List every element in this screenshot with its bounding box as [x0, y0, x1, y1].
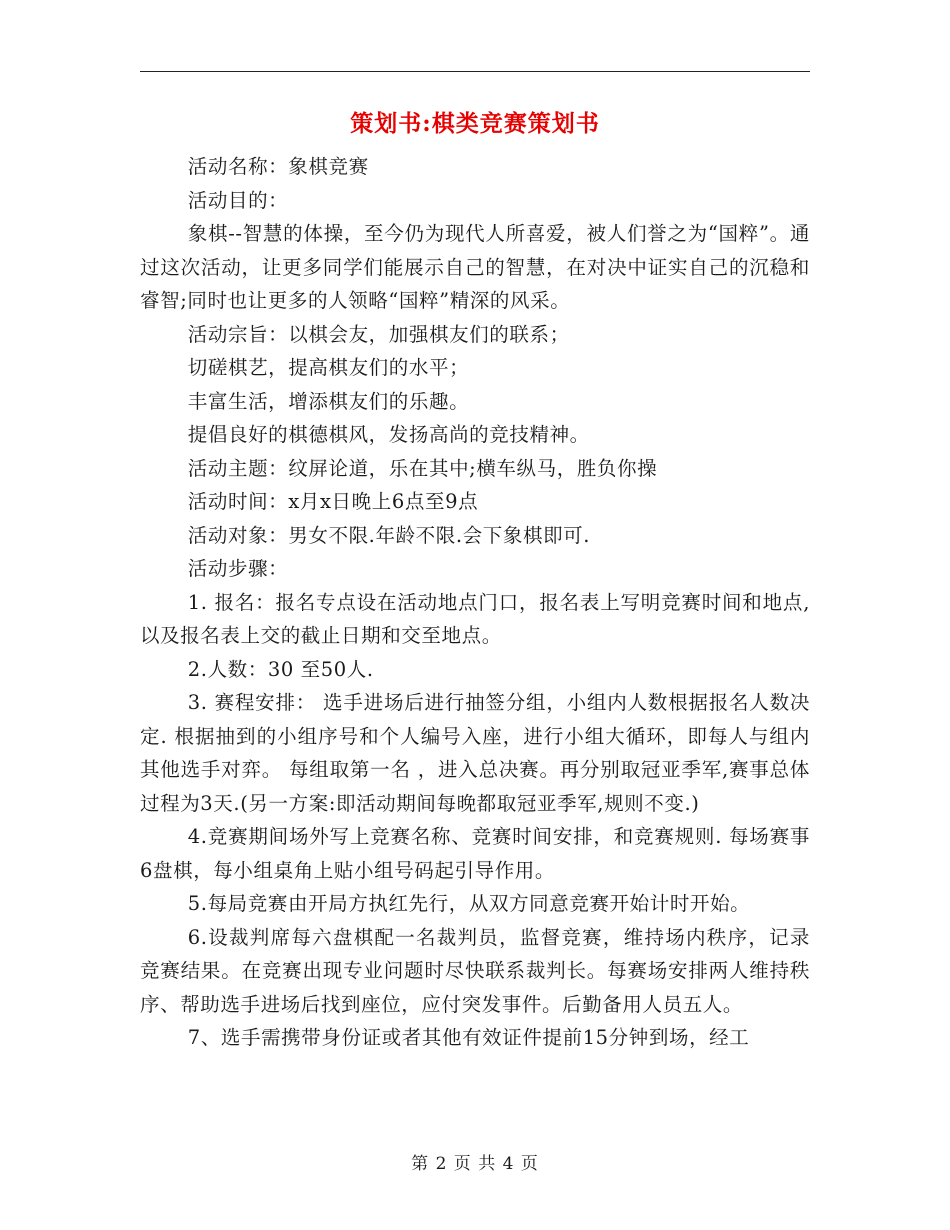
paragraph: 5.每局竞赛由开局方执红先行，从双方同意竞赛开始计时开始。	[187, 892, 751, 915]
paragraph: 活动目的：	[187, 188, 289, 212]
paragraph: 活动对象：男女不限.年龄不限.会下象棋即可.	[187, 523, 591, 547]
paragraph: 提倡良好的棋德棋风，发扬高尚的竞技精神。	[187, 423, 590, 446]
paragraph: 3. 赛程安排： 选手进场后进行抽签分组，小组内人数根据报名人数决定. 根据抽到的小组序号和个人编号入座，进行小组大循环，即每人与组内其他选手对弈。 每组取第一名 ，进入总决赛。再分别取冠亚季军,赛事总体过程为3天.(另一方案:即活动期间每晚都取冠亚季军,规则不变.)	[140, 691, 810, 815]
paragraph: 活动名称：象棋竞赛	[187, 155, 369, 178]
paragraph: 2.人数：30 至50人.	[187, 657, 374, 681]
header-rule	[140, 71, 810, 72]
paragraph: 丰富生活，增添棋友们的乐趣。	[187, 389, 470, 413]
paragraph: 象棋--智慧的体操，至今仍为现代人所喜爱，被人们誉之为“国粹”。通过这次活动，让更多同学们能展示自己的智慧，在对决中证实自己的沉稳和睿智;同时也让更多的人领略“国粹”精深的风采。	[140, 222, 810, 312]
page-number-footer: 第 2 页 共 4 页	[411, 1154, 539, 1174]
paragraph: 活动时间：x月x日晚上6点至9点	[187, 490, 479, 513]
paragraph: 切磋棋艺，提高棋友们的水平；	[187, 356, 470, 379]
paragraph: 活动步骤：	[187, 557, 289, 580]
paragraph: 4.竞赛期间场外写上竞赛名称、竞赛时间安排，和竞赛规则. 每场赛事6盘棋，每小组桌角上贴小组号码起引导作用。	[140, 825, 810, 882]
paragraph: 活动主题：纹屏论道，乐在其中;横车纵马，胜负你操	[187, 456, 658, 480]
paragraph: 6.设裁判席每六盘棋配一名裁判员，监督竞赛，维持场内秩序，记录竞赛结果。在竞赛出现专业问题时尽快联系裁判长。每赛场安排两人维持秩序、帮助选手进场后找到座位，应付突发事件。后勤备用人员五人。	[140, 925, 810, 1016]
paragraph: 7、选手需携带身份证或者其他有效证件提前15分钟到场，经工	[187, 1026, 750, 1049]
paragraph: 1. 报名：报名专点设在活动地点门口，报名表上写明竞赛时间和地点,以及报名表上交的截止日期和交至地点。	[140, 590, 810, 647]
document-body	[140, 150, 810, 1055]
document-title: 策划书:棋类竞赛策划书	[350, 110, 600, 137]
paragraph: 活动宗旨：以棋会友，加强棋友们的联系；	[187, 322, 570, 346]
